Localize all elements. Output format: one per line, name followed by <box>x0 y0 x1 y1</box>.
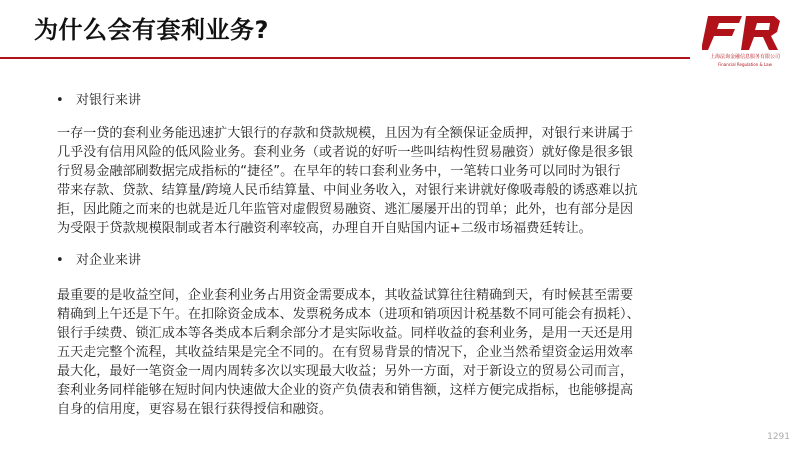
section-heading-bank <box>56 92 141 110</box>
page-number: 1291 <box>767 432 790 442</box>
logo-company-name-cn: 上海法询金融信息服务有限公司 <box>709 54 780 60</box>
paragraph-line: 带来存款、贷款、结算量/跨境人民币结算量、中间业务收入，对银行来讲就好像吸毒般的诱惑难以抗 <box>57 183 638 198</box>
paragraph-line: 行贸易金融部刷数据完成指标的“捷径”。在早年的转口套利业务中，一笔转口业务可以同时为银行 <box>57 164 621 179</box>
bullet-dot: • <box>56 93 64 108</box>
paragraph-line: 五天走完整个流程，其收益结果是完全不同的。在有贸易背景的情况下，企业当然希望资金运用效率 <box>57 345 634 360</box>
paragraph-line: 最大化，最好一笔资金一周内周转多次以实现最大收益；另外一方面，对于新设立的贸易公司而言， <box>57 364 634 379</box>
paragraph-enterprise <box>57 286 737 419</box>
section-heading-enterprise <box>56 252 141 270</box>
heading-text: 对企业来讲 <box>76 253 142 268</box>
paragraph-bank <box>57 124 737 238</box>
logo-company-name-en: Financial Regulation & Law <box>718 62 772 67</box>
bullet-dot: • <box>56 253 64 268</box>
paragraph-line: 银行手续费、锁汇成本等各类成本后剩余部分才是实际收益。同样收益的套利业务，是用一天还是用 <box>57 326 634 341</box>
page-title: 为什么会有套利业务? <box>34 16 269 44</box>
title-underline <box>0 57 690 59</box>
paragraph-line: 为受限于贷款规模限制或者本行融资利率较高，办理自开自贴国内证+二级市场福费廷转让。 <box>57 221 592 236</box>
paragraph-line: 套利业务同样能够在短时间内快速做大企业的资产负债表和销售额，这样方便完成指标，也能够提高 <box>57 383 634 398</box>
paragraph-line: 几乎没有信用风险的低风险业务。套利业务（或者说的好听一些叫结构性贸易融资）就好像是很多银 <box>57 145 634 160</box>
paragraph-line: 精确到上午还是下午。在扣除资金成本、发票税务成本（进项和销项因计税基数不同可能会有损耗）、 <box>57 307 640 322</box>
company-logo <box>702 12 788 74</box>
fr-logo-icon <box>702 12 788 52</box>
paragraph-line: 自身的信用度，更容易在银行获得授信和融资。 <box>57 402 332 417</box>
paragraph-line: 最重要的是收益空间，企业套利业务占用资金需要成本，其收益试算往往精确到天，有时候甚至需要 <box>57 288 634 303</box>
paragraph-line: 拒，因此随之而来的也就是近几年监管对虚假贸易融资、逃汇屡屡开出的罚单；此外，也有部分是因 <box>57 202 634 217</box>
heading-text: 对银行来讲 <box>76 93 142 108</box>
paragraph-line: 一存一贷的套利业务能迅速扩大银行的存款和贷款规模，且因为有全额保证金质押，对银行来讲属于 <box>57 126 634 141</box>
